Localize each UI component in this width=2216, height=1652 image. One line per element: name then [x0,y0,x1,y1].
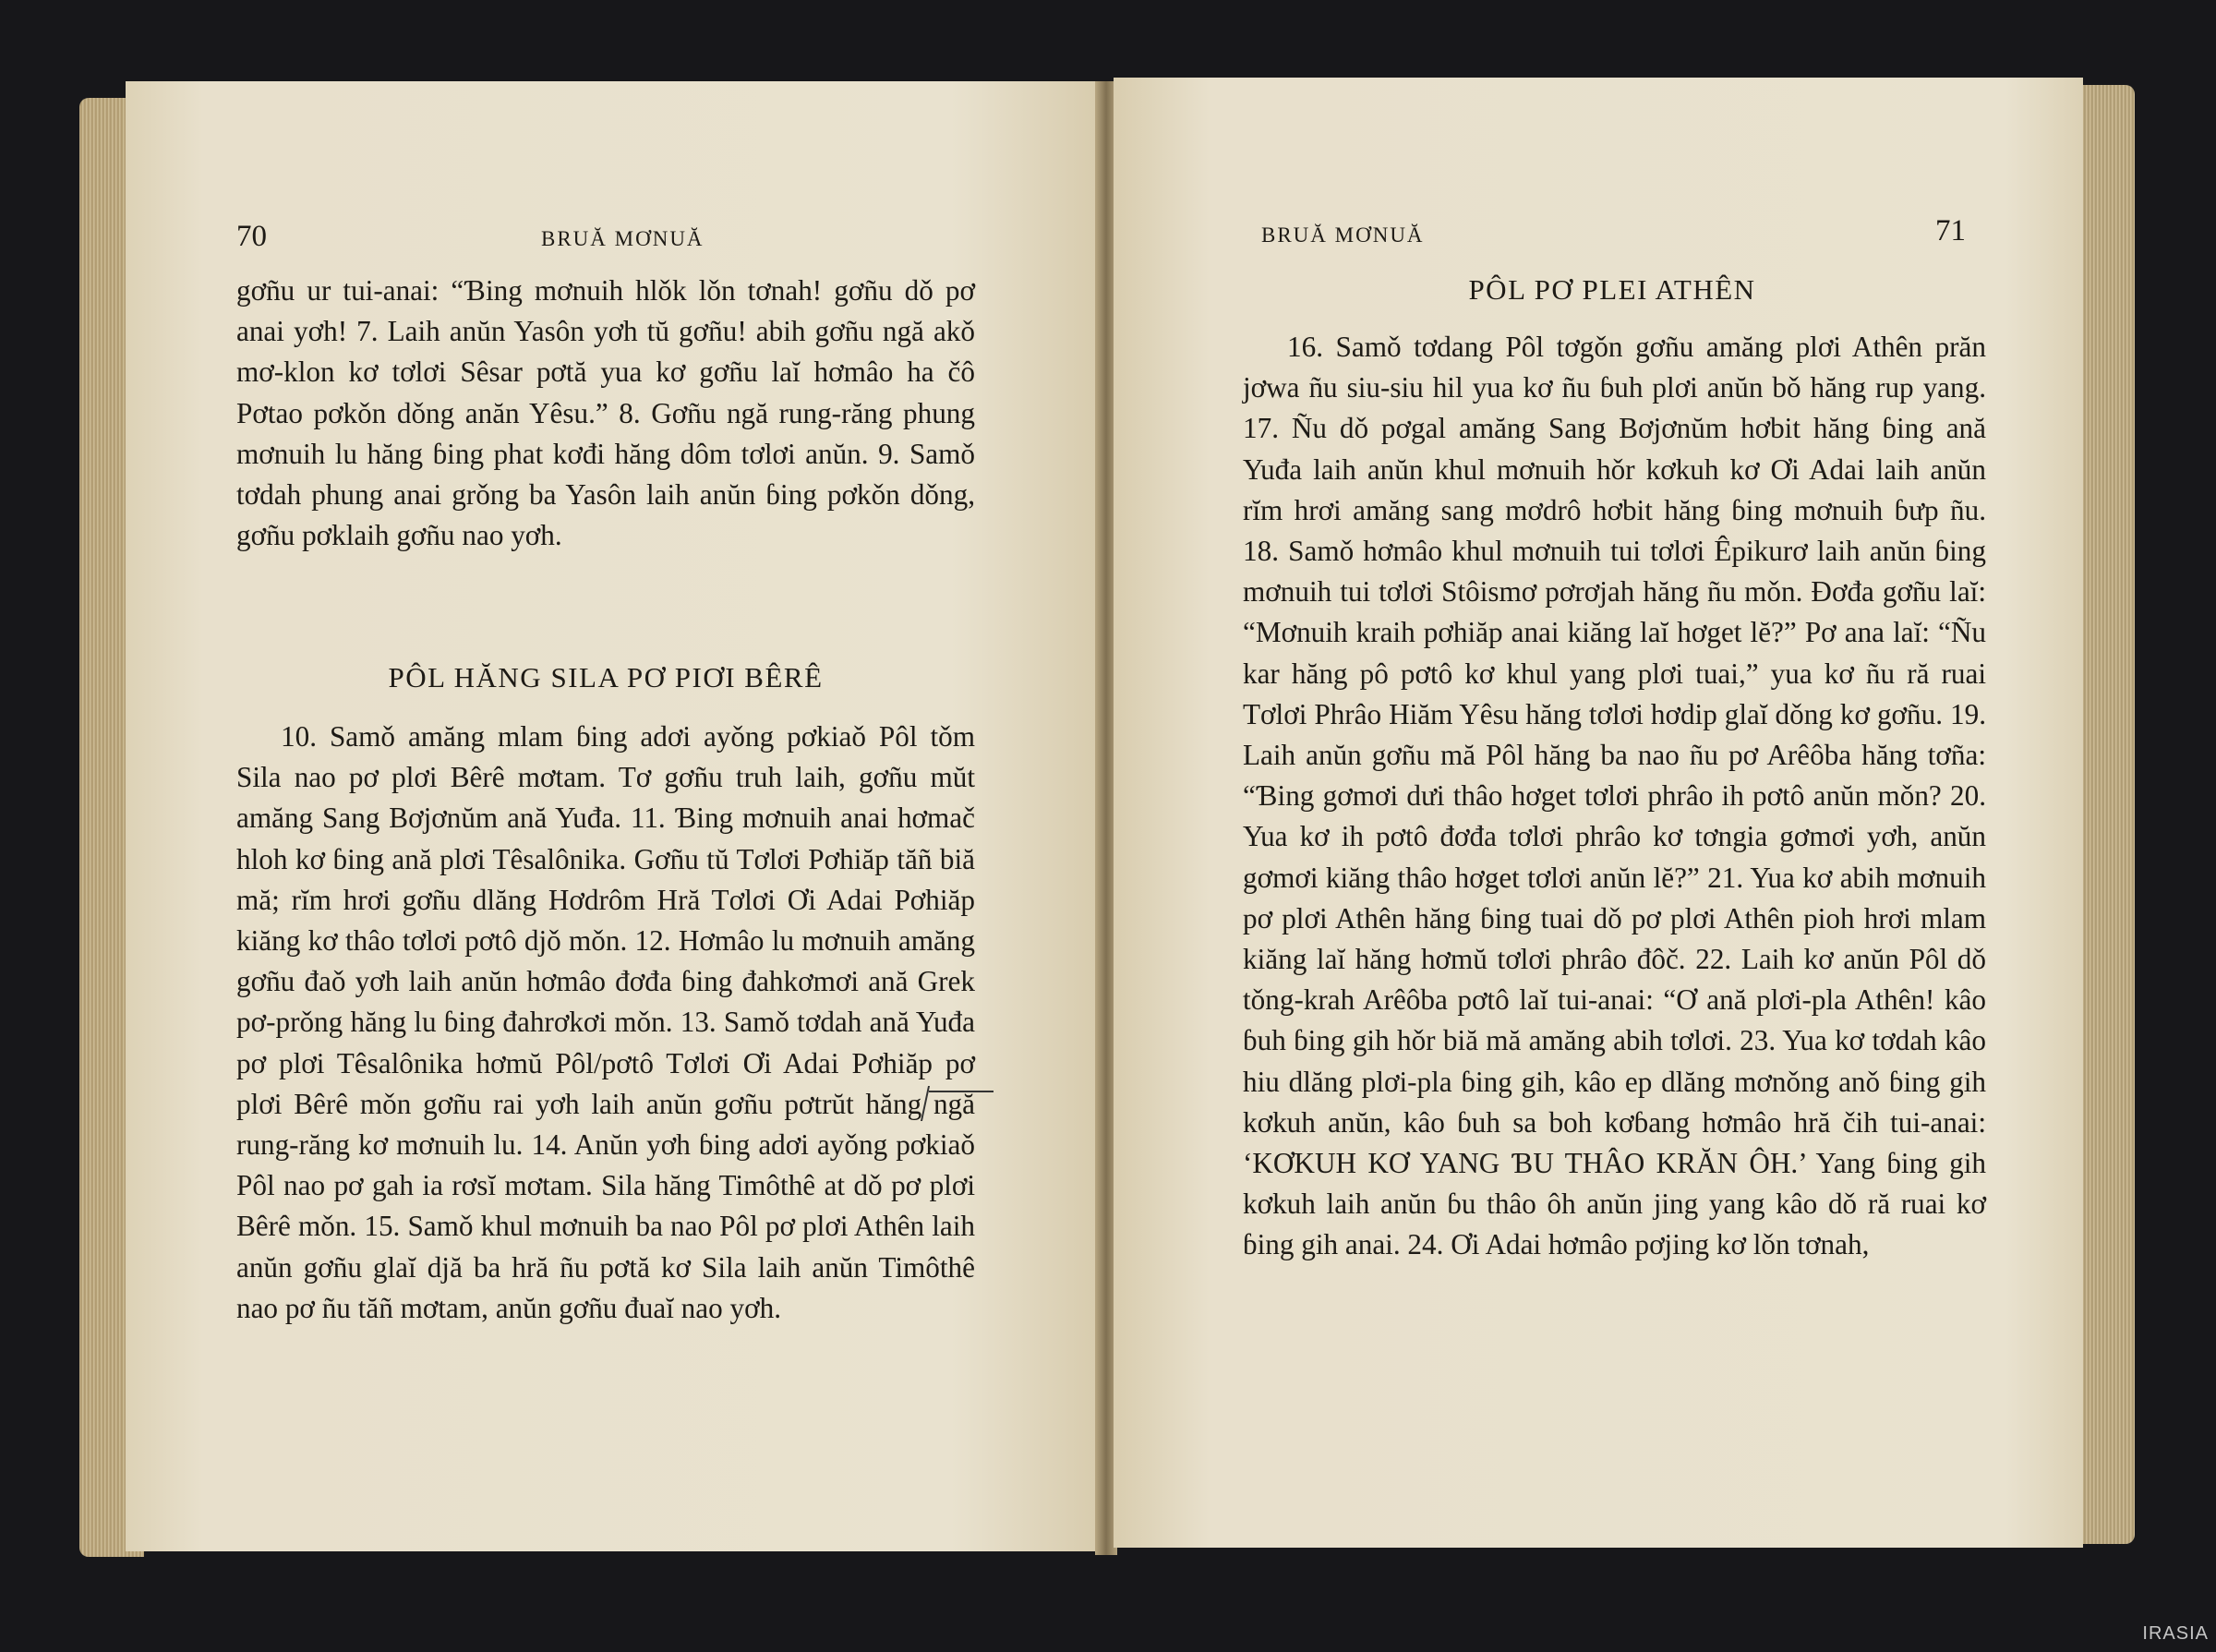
page-number: 70 [236,220,267,253]
paragraph: 10. Samǒ amăng mlam ɓing adơi ayǒng pơkiaǒ Pôl tǒm Sila nao pơ plơi Bêrê mơtam. Tơ gơñu truh laih, gơñu mŭt amăng Sang Bơjơnŭm ană Yuđa. 11. Ɓing mơnuih anai hơmač hloh kơ ɓing ană plơi Têsalônika. Gơñu tŭ Tơlơi Pơhiăp tăñ biă mă; rĭm hrơi gơñu dlăng Hơdrôm Hră Tơlơi Ơi Adai Pơhiăp kiăng kơ thâo tơlơi pơtô djǒ mǒn. 12. Hơmâo lu mơnuih amăng gơñu đaǒ yơh laih anŭn hơmâo đơđa ɓing đahkơmơi ană Grek pơ-prǒng hăng lu ɓing đahrơkơi mǒn. 13. Samǒ tơdah ană Yuđa pơ plơi Têsalônika hơmŭ Pôl/pơtô Tơlơi Ơi Adai Pơhiăp pơ plơi Bêrê mǒn gơñu rai yơh laih anŭn gơñu pơtrŭt hăng ngă rung-răng kơ mơnuih lu. 14. Anŭn yơh ɓing adơi ayǒng pơkiaǒ Pôl nao pơ gah ia rơsĭ mơtam. Sila hăng Timôthê at dǒ pơ plơi Bêrê mǒn. 15. Samǒ khul mơnuih ba nao Pôl pơ plơi Athên laih anŭn gơñu glaĭ djă ba hră ñu pơtă kơ Sila laih anŭn Timôthê nao pơ ñu tăñ mơtam, anŭn gơñu đuaĭ nao yơh. [236,720,975,1324]
right-page-edges [2079,85,2135,1544]
left-page [126,81,1097,1551]
page-number: 71 [1935,214,1966,247]
paragraph: gơñu ur tui-anai: “Ɓing mơnuih hlǒk lǒn tơnah! gơñu dǒ pơ anai yơh! 7. Laih anŭn Yasôn yơh tŭ gơñu! abih gơñu ngă akǒ mơ-klon kơ tơlơi Sêsar pơtă yua kơ gơñu laĭ hơmâo ha čô Pơtao pơkǒn dǒng anăn Yêsu.” 8. Gơñu ngă rung-răng phung mơnuih lu hăng ɓing phat kơđi hăng dôm tơlơi anŭn. 9. Samǒ tơdah phung anai grǒng ba Yasôn laih anŭn ɓing pơkǒn dǒng, gơñu pơklaih gơñu nao yơh. [236,274,975,552]
right-text [1243,327,1986,1266]
running-title: BRUĂ MƠNUĂ [1261,223,1425,247]
section-title: PÔL HĂNG SILA PƠ PIƠI BÊRÊ [388,661,824,693]
right-page [1114,78,2083,1548]
left-text-bottom [236,717,975,1329]
watermark: IRASIA [2142,1623,2209,1644]
left-text-top [236,271,975,556]
running-title: BRUĂ MƠNUĂ [541,227,705,250]
paragraph: 16. Samǒ tơdang Pôl tơgǒn gơñu amăng plơi Athên prăn jơwa ñu siu-siu hil yua kơ ñu ɓuh plơi anŭn bǒ hăng rup yang. 17. Ñu dǒ pơgal amăng Sang Bơjơnŭm hơbit hăng ɓing ană Yuđa laih anŭn khul mơnuih hǒr kơkuh kơ Ơi Adai laih anŭn rĭm hrơi amăng sang mơdrô hơbit hăng ɓing mơnuih ɓưp ñu. 18. Samǒ hơmâo khul mơnuih tui tơlơi Êpikurơ laih anŭn ɓing mơnuih tui tơlơi Stôismơ pơrơjah hăng ñu mǒn. Đơđa gơñu laĭ: “Mơnuih kraih pơhiăp anai kiăng laĭ hơget lĕ?” Pơ ana laĭ: “Ñu kar hăng pô pơtô kơ khul yang plơi tuai,” yua kơ ñu ră ruai Tơlơi Phrâo Hiăm Yêsu hăng tơlơi hơdip glaĭ dǒng kơ gơñu. 19. Laih anŭn gơñu mă Pôl hăng ba nao ñu pơ Arêôba hăng tơña: “Ɓing gơmơi dưi thâo hơget tơlơi phrâo ih pơtô anŭn mǒn? 20. Yua kơ ih pơtô đơđa tơlơi phrâo kơ tơngia gơmơi yơh, anŭn gơmơi kiăng thâo hơget tơlơi anŭn lĕ?” 21. Yua kơ abih mơnuih pơ plơi Athên hăng ɓing tuai dǒ pơ plơi Athên pioh hrơi mlam kiăng laĭ hăng hơmŭ tơlơi phrâo đôč. 22. Laih kơ anŭn Pôl dǒ tǒng-krah Arêôba pơtô laĭ tui-anai: “Ơ ană plơi-pla Athên! kâo ɓuh ɓing gih hǒr biă mă amăng abih tơlơi. 23. Yua kơ tơdah kâo hiu dlăng plơi-pla ɓing gih, kâo ep dlăng mơnǒng anǒ ɓing gih kơkuh anŭn, kâo ɓuh sa boh kơɓang hơmâo hră čih tui-anai: ‘KƠKUH KƠ YANG ƁU THÂO KRĂN ÔH.’ Yang ɓing gih kơkuh laih anŭn ɓu thâo ôh anŭn jing yang kâo dǒ ră ruai kơ ɓing gih anai. 24. Ơi Adai hơmâo pơjing kơ lǒn tơnah, [1243,331,1986,1261]
section-title: PÔL PƠ PLEI ATHÊN [1468,273,1756,306]
open-book [79,81,2135,1559]
pencil-underline [929,1091,994,1092]
